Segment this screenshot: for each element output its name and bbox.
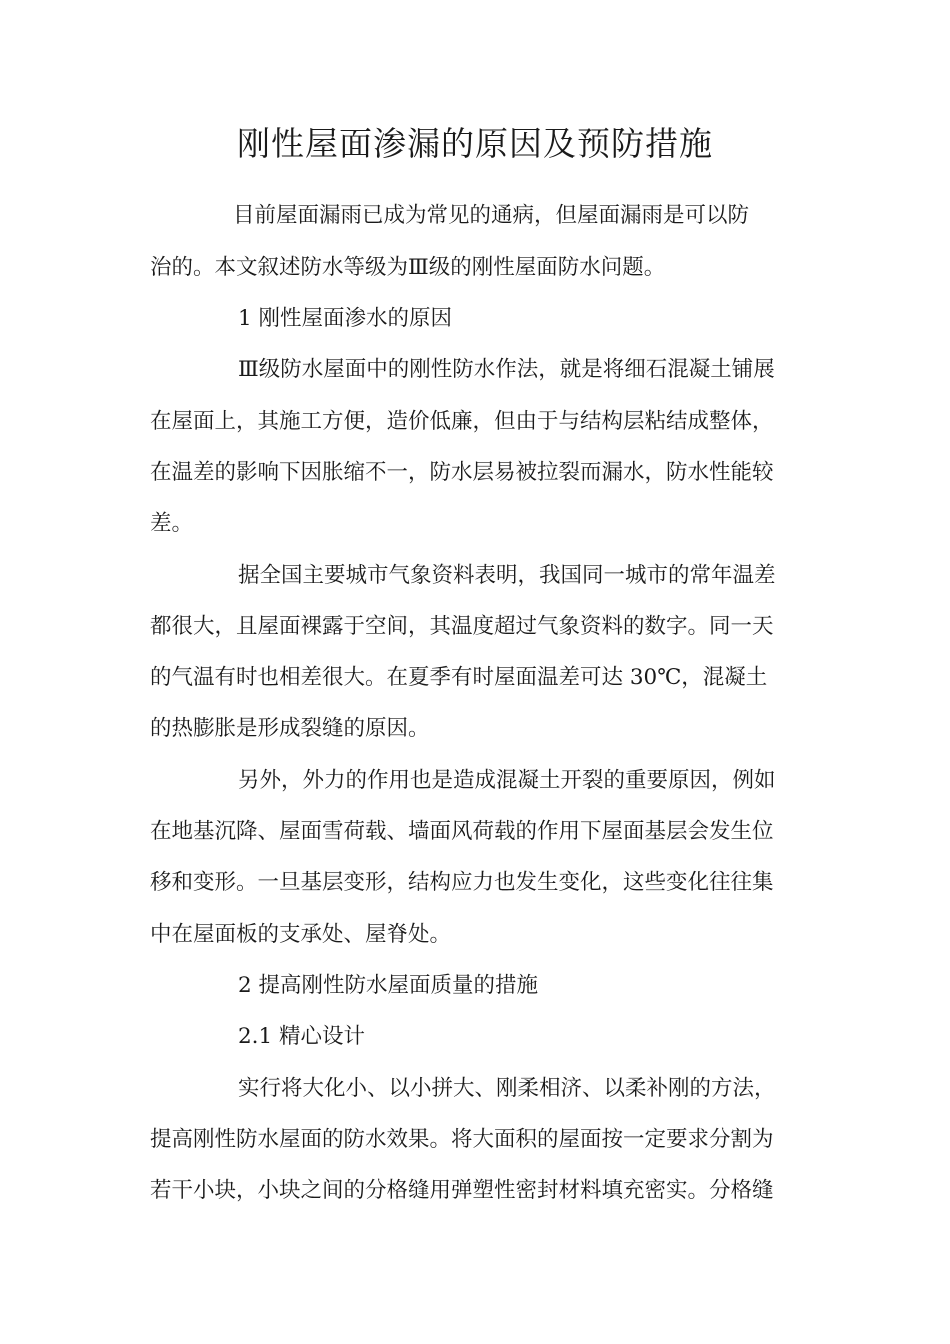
text-line: 治的。本文叙述防水等级为Ⅲ级的刚性屋面防水问题。 [150,255,666,280]
text-line: 的气温有时也相差很大。在夏季有时屋面温差可达 30℃，混凝土 [150,665,768,690]
text-line: 的热膨胀是形成裂缝的原因。 [150,716,430,741]
text-line: 目前屋面漏雨已成为常见的通病，但屋面漏雨是可以防 [233,203,750,228]
text-line: Ⅲ级防水屋面中的刚性防水作法，就是将细石混凝土铺展 [238,357,775,382]
text-line: 差。 [150,511,194,536]
text-line: 在屋面上，其施工方便，造价低廉，但由于与结构层粘结成整体， [150,409,774,434]
text-line: 提高刚性防水屋面的防水效果。将大面积的屋面按一定要求分割为 [150,1127,774,1152]
text-line: 移和变形。一旦基层变形，结构应力也发生变化，这些变化往往集 [150,870,774,895]
text-line: 都很大，且屋面裸露于空间，其温度超过气象资料的数字。同一天 [150,614,774,639]
text-line: 在温差的影响下因胀缩不一，防水层易被拉裂而漏水，防水性能较 [150,460,774,485]
section-heading: 1 刚性屋面渗水的原因 [238,306,453,331]
text-line: 实行将大化小、以小拼大、刚柔相济、以柔补刚的方法， [238,1076,776,1101]
text-line: 若干小块，小块之间的分格缝用弹塑性密封材料填充密实。分格缝 [150,1178,774,1203]
document-title: 刚性屋面渗漏的原因及预防措施 [237,124,713,163]
section-heading: 2 提高刚性防水屋面质量的措施 [238,973,539,998]
text-line: 另外，外力的作用也是造成混凝土开裂的重要原因，例如 [238,768,776,793]
subsection-heading: 2.1 精心设计 [238,1024,366,1049]
text-line: 在地基沉降、屋面雪荷载、墙面风荷载的作用下屋面基层会发生位 [150,819,774,844]
text-line: 据全国主要城市气象资料表明，我国同一城市的常年温差 [238,563,776,588]
text-line: 中在屋面板的支承处、屋脊处。 [150,922,452,947]
